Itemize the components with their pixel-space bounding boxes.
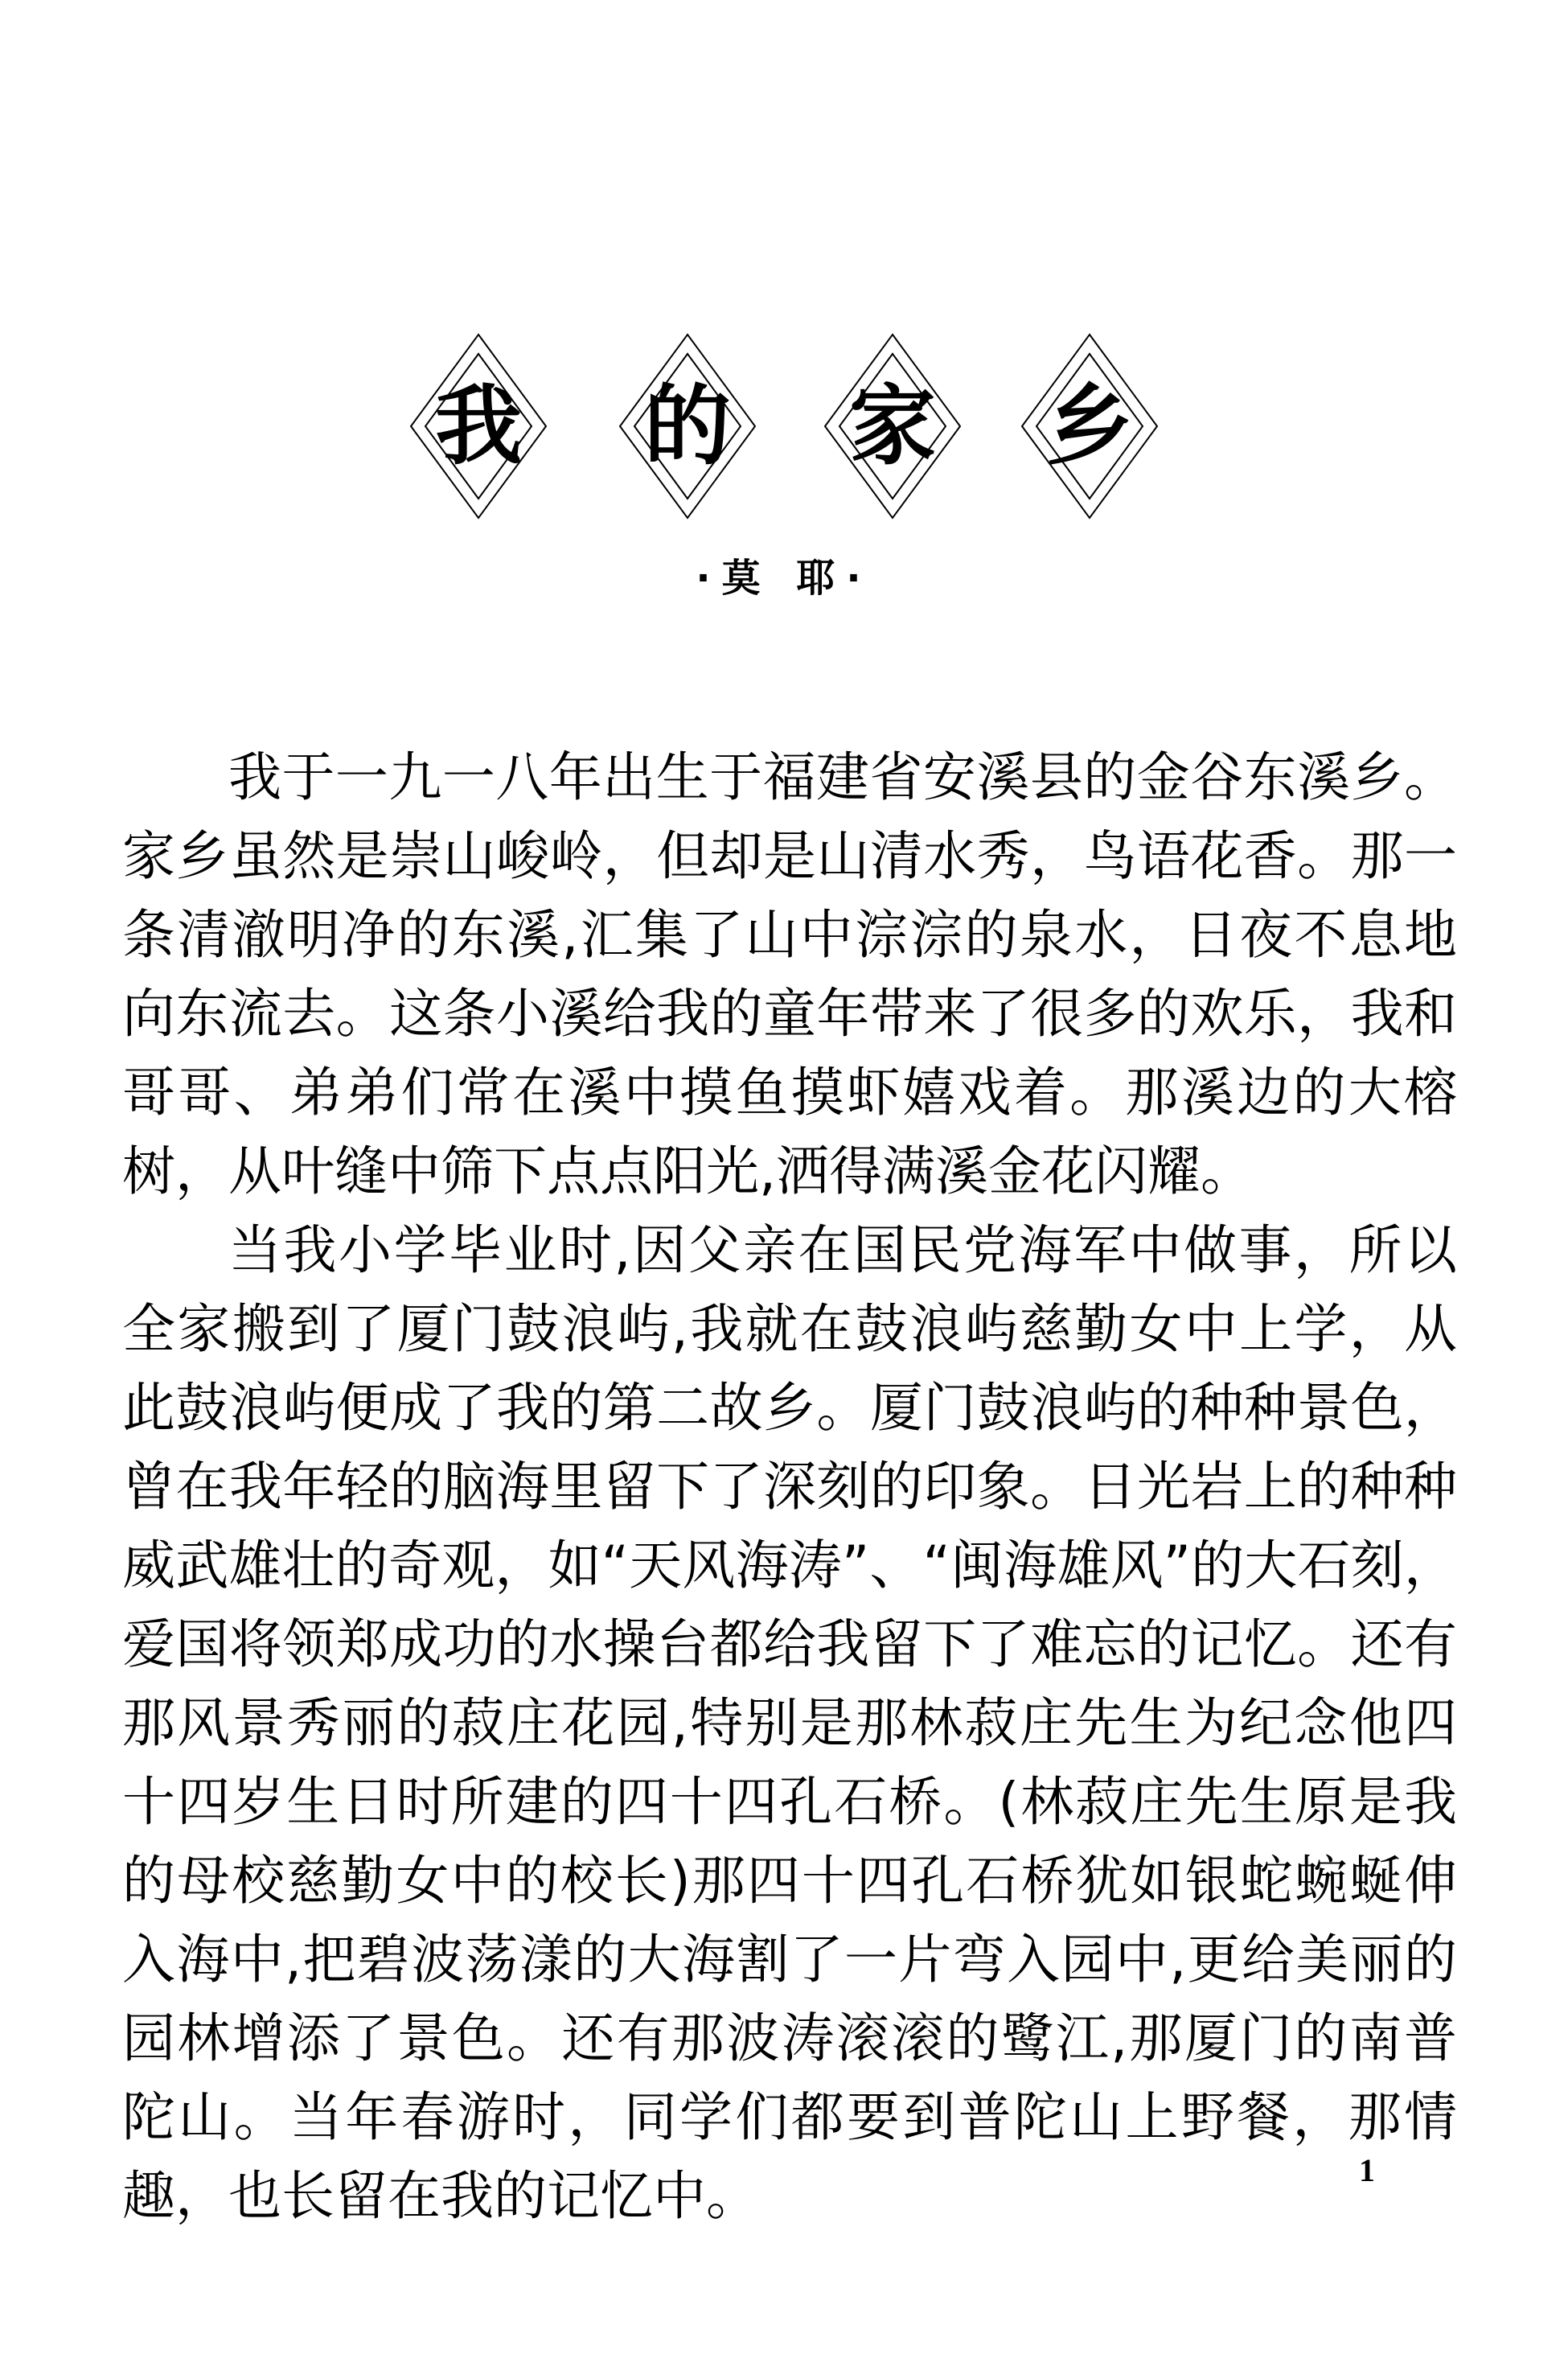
article-body <box>122 738 1457 2236</box>
title-char-text: 的 <box>643 376 731 477</box>
paragraph-1: 我于一九一八年出生于福建省安溪县的金谷东溪乡。家乡虽然是崇山峻岭，但却是山清水秀，鸟语花香。那一条清澈明净的东溪,汇集了山中淙淙的泉水，日夜不息地向东流去。这条小溪给我的童年带来了很多的欢乐，我和哥哥、弟弟们常在溪中摸鱼摸虾嬉戏着。那溪边的大榕树，从叶缝中筛下点点阳光,洒得满溪金花闪耀。 <box>122 746 1457 1202</box>
title-char-3 <box>820 330 965 523</box>
page-number: 1 <box>1359 2152 1375 2188</box>
paragraph-2: 当我小学毕业时,因父亲在国民党海军中做事，所以全家搬到了厦门鼓浪屿,我就在鼓浪屿慈勤女中上学，从此鼓浪屿便成了我的第二故乡。厦门鼓浪屿的种种景色，曾在我年轻的脑海里留下了深刻的印象。日光岩上的种种威武雄壮的奇观，如“天风海涛”、“闽海雄风”的大石刻，爱国将领郑成功的水操台都给我留下了难忘的记忆。还有那风景秀丽的菽庄花园,特别是那林菽庄先生为纪念他四十四岁生日时所建的四十四孔石桥。(林菽庄先生原是我的母校慈勤女中的校长)那四十四孔石桥犹如银蛇蜿蜒伸入海中,把碧波荡漾的大海割了一片弯入园中,更给美丽的园林增添了景色。还有那波涛滚滚的鹭江,那厦门的南普陀山。当年春游时，同学们都要到普陀山上野餐，那情趣，也长留在我的记忆中。 <box>122 1219 1457 2227</box>
title <box>0 330 1568 523</box>
title-char-2 <box>615 330 760 523</box>
title-char-1 <box>406 330 551 523</box>
title-char-text: 乡 <box>1045 376 1133 477</box>
title-char-text: 我 <box>434 376 522 477</box>
author-byline: ·莫 耶· <box>696 556 872 601</box>
title-char-4 <box>1017 330 1162 523</box>
title-char-text: 家 <box>848 376 936 477</box>
